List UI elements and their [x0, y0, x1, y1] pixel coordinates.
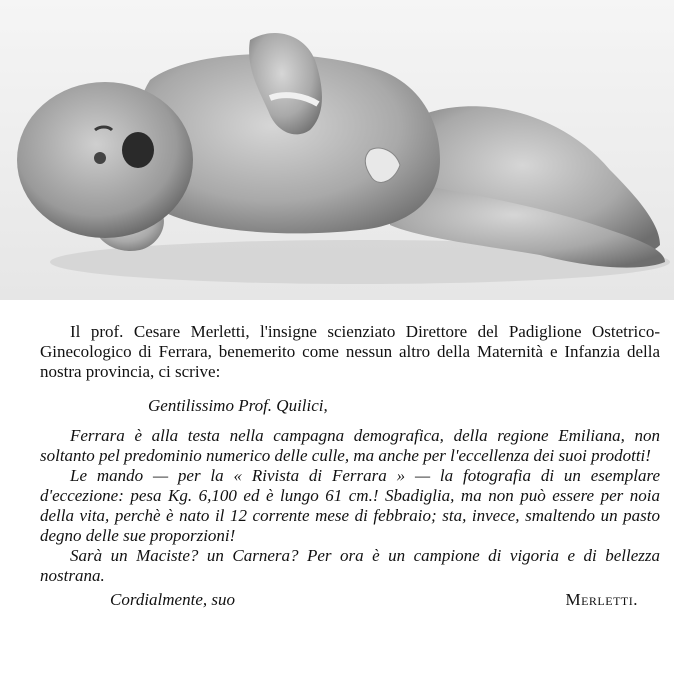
letter-paragraph: Ferrara è alla testa nella campagna demografica, della regione Emiliana, non soltanto pel predominio numerico delle culle, ma anche per l'eccellenza dei suoi prodotti! — [40, 426, 660, 465]
article-text — [40, 322, 660, 612]
letter-closing — [40, 590, 660, 612]
intro-paragraph: Il prof. Cesare Merletti, l'insigne scienziato Direttore del Padiglione Ostetrico-Ginecologico di Ferrara, benemerito come nessun altro della Maternità e Infanzia della nostra provincia, ci scrive: — [40, 322, 660, 381]
baby-photograph — [0, 0, 674, 300]
closing-regards: Cordialmente, suo — [110, 590, 235, 609]
letter-body — [40, 426, 660, 586]
baby-photo-illustration — [0, 0, 674, 300]
letter-paragraph: Le mando — per la « Rivista di Ferrara » — la fotografia di un esemplare d'eccezione: pesa Kg. 6,100 ed è lungo 61 cm.! Sbadiglia, ma non può essere per noia della vita, perchè è nato il 12 corrente mese di febbraio; sta, invece, smaltendo un pasto degno delle sue proporzioni! — [40, 466, 660, 545]
letter-salutation: Gentilissimo Prof. Quilici, — [148, 396, 328, 415]
letter-paragraph: Sarà un Maciste? un Carnera? Per ora è un campione di vigoria e di bellezza nostrana. — [40, 546, 660, 585]
signature: Merletti. — [565, 590, 638, 609]
